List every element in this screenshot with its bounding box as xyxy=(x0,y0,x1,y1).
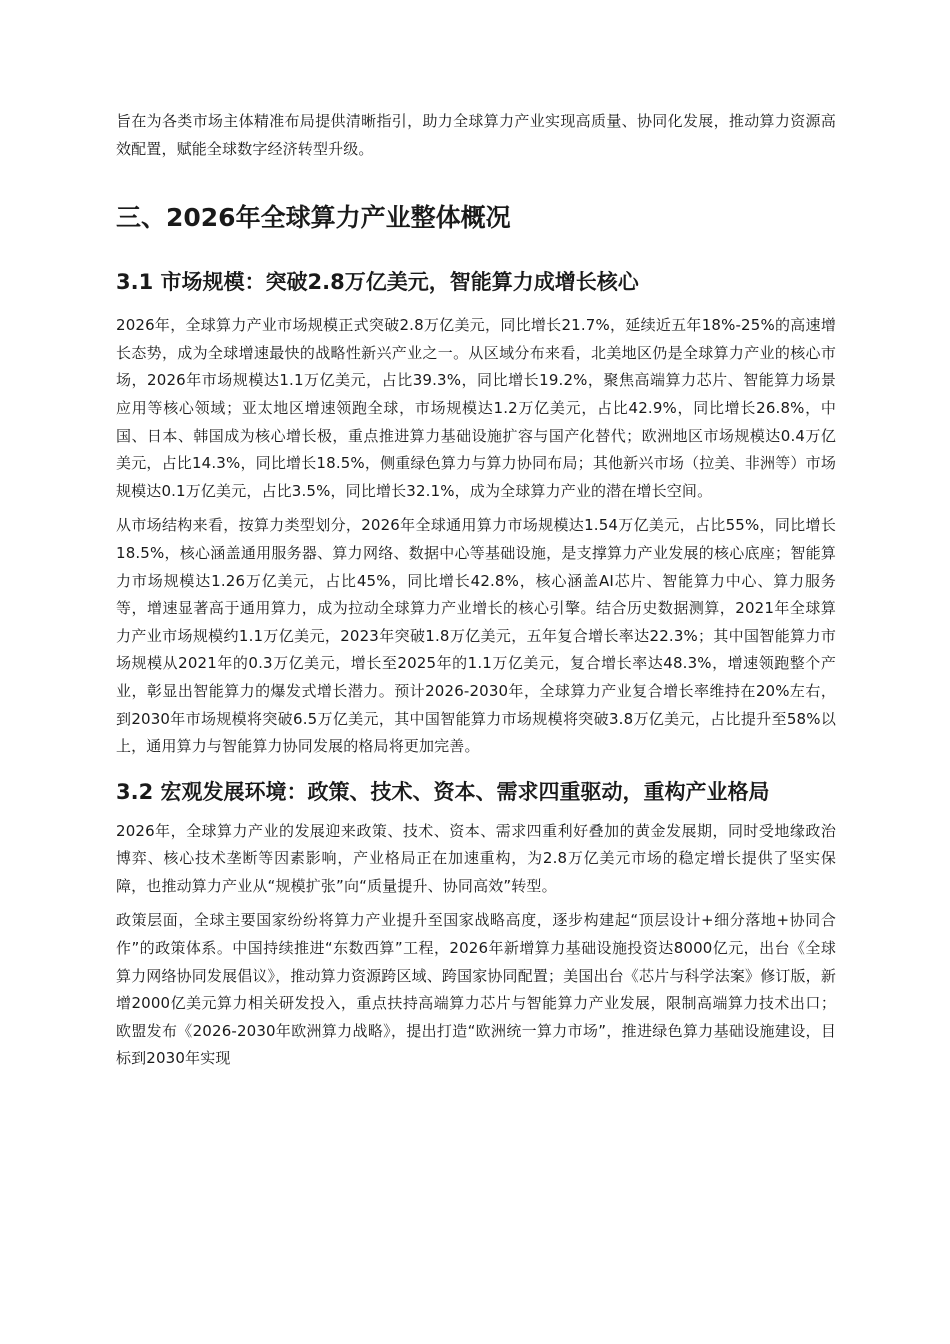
subsection-heading-3-1: 3.1 市场规模：突破2.8万亿美元，智能算力成增长核心 xyxy=(116,270,639,295)
document-page xyxy=(116,108,836,1080)
body-paragraph: 2026年，全球算力产业市场规模正式突破2.8万亿美元，同比增长21.7%，延续近五年18%-25%的高速增长态势，成为全球增速最快的战略性新兴产业之一。从区域分布来看，北美地区仍是全球算力产业的核心市场，2026年市场规模达1.1万亿美元，占比39.3%，同比增长19.2%，聚焦高端算力芯片、智能算力场景应用等核心领域；亚太地区增速领跑全球，市场规模达1.2万亿美元，占比42.9%，同比增长26.8%，中国、日本、韩国成为核心增长极，重点推进算力基础设施扩容与国产化替代；欧洲地区市场规模达0.4万亿美元，占比14.3%，同比增长18.5%，侧重绿色算力与算力协同布局；其他新兴市场（拉美、非洲等）市场规模达0.1万亿美元，占比3.5%，同比增长32.1%，成为全球算力产业的潜在增长空间。 xyxy=(116,316,836,500)
body-paragraph: 2026年，全球算力产业的发展迎来政策、技术、资本、需求四重利好叠加的黄金发展期，同时受地缘政治博弈、核心技术垄断等因素影响，产业格局正在加速重构，为2.8万亿美元市场的稳定增长提供了坚实保障，也推动算力产业从“规模扩张”向“质量提升、协同高效”转型。 xyxy=(116,821,836,895)
section-heading: 三、2026年全球算力产业整体概况 xyxy=(116,203,511,233)
intro-paragraph: 旨在为各类市场主体精准布局提供清晰指引，助力全球算力产业实现高质量、协同化发展，推动算力资源高效配置，赋能全球数字经济转型升级。 xyxy=(116,112,836,158)
subsection-heading-3-2: 3.2 宏观发展环境：政策、技术、资本、需求四重驱动，重构产业格局 xyxy=(116,779,770,804)
body-paragraph: 从市场结构来看，按算力类型划分，2026年全球通用算力市场规模达1.54万亿美元，占比55%，同比增长18.5%，核心涵盖通用服务器、算力网络、数据中心等基础设施，是支撑算力产业发展的核心底座；智能算力市场规模达1.26万亿美元，占比45%，同比增长42.8%，核心涵盖AI芯片、智能算力中心、算力服务等，增速显著高于通用算力，成为拉动全球算力产业增长的核心引擎。结合历史数据测算，2021年全球算力产业市场规模约1.1万亿美元，2023年突破1.8万亿美元，五年复合增长率达22.3%；其中国智能算力市场规模从2021年的0.3万亿美元，增长至2025年的1.1万亿美元，复合增长率达48.3%，增速领跑整个产业，彰显出智能算力的爆发式增长潜力。预计2026-2030年，全球算力产业复合增长率维持在20%左右，到2030年市场规模将突破6.5万亿美元，其中国智能算力市场规模将突破3.8万亿美元，占比提升至58%以上，通用算力与智能算力协同发展的格局将更加完善。 xyxy=(116,516,836,756)
body-paragraph: 政策层面，全球主要国家纷纷将算力产业提升至国家战略高度，逐步构建起“顶层设计+细分落地+协同合作”的政策体系。中国持续推进“东数西算”工程，2026年新增算力基础设施投资达8000亿元，出台《全球算力网络协同发展倡议》，推动算力资源跨区域、跨国家协同配置；美国出台《芯片与科学法案》修订版，新增2000亿美元算力相关研发投入，重点扶持高端算力芯片与智能算力产业发展，限制高端算力技术出口；欧盟发布《2026-2030年欧洲算力战略》，提出打造“欧洲统一算力市场”，推进绿色算力基础设施建设，目标到2030年实现 xyxy=(116,911,836,1068)
